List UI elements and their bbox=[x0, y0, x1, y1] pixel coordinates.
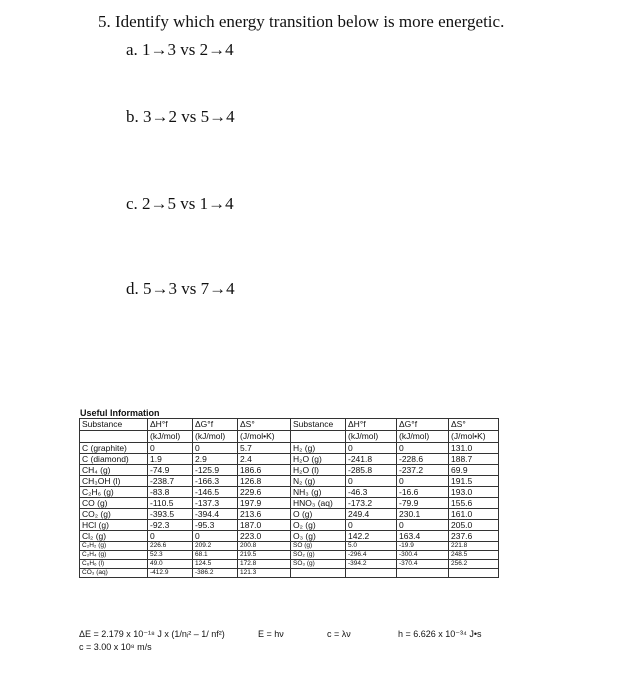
value-cell: 213.6 bbox=[238, 509, 291, 520]
table-row bbox=[80, 560, 499, 569]
value-cell: 68.1 bbox=[193, 551, 238, 560]
value-cell: 0 bbox=[397, 476, 449, 487]
value-cell: -74.9 bbox=[148, 465, 193, 476]
value-cell: -110.5 bbox=[148, 498, 193, 509]
part-text: 3→2 vs 5→4 bbox=[143, 107, 235, 126]
wave-equation: c = λν bbox=[327, 629, 351, 639]
value-cell: 205.0 bbox=[449, 520, 499, 531]
substance-cell: CO (g) bbox=[80, 498, 148, 509]
value-cell: 256.2 bbox=[449, 560, 499, 569]
planck-constant-value: h = 6.626 x 10⁻³⁴ J•s bbox=[398, 629, 482, 639]
substance-cell: SO (g) bbox=[291, 542, 346, 551]
part-label: d. bbox=[126, 279, 139, 298]
value-cell: 0 bbox=[346, 476, 397, 487]
value-cell: -83.8 bbox=[148, 487, 193, 498]
value-cell: 223.0 bbox=[238, 531, 291, 542]
unit-dh: (kJ/mol) bbox=[346, 431, 397, 443]
substance-cell: H₂O (l) bbox=[291, 465, 346, 476]
value-cell: -125.9 bbox=[193, 465, 238, 476]
value-cell: 0 bbox=[346, 443, 397, 454]
value-cell: 2.4 bbox=[238, 454, 291, 465]
question-title: 5. Identify which energy transition below is more energetic. bbox=[98, 12, 505, 31]
value-cell: -237.2 bbox=[397, 465, 449, 476]
substance-cell: HNO₃ (aq) bbox=[291, 498, 346, 509]
substance-cell: C (diamond) bbox=[80, 454, 148, 465]
substance-cell: C₂H₄ (g) bbox=[80, 551, 148, 560]
value-cell: -296.4 bbox=[346, 551, 397, 560]
table-row bbox=[80, 569, 499, 578]
table-row bbox=[80, 443, 499, 454]
value-cell: 226.6 bbox=[148, 542, 193, 551]
value-cell: 142.2 bbox=[346, 531, 397, 542]
value-cell: -412.9 bbox=[148, 569, 193, 578]
substance-cell: N₂ (g) bbox=[291, 476, 346, 487]
value-cell: 0 bbox=[148, 443, 193, 454]
value-cell: 248.5 bbox=[449, 551, 499, 560]
header-s: ΔS° bbox=[238, 419, 291, 431]
value-cell: -228.6 bbox=[397, 454, 449, 465]
value-cell: 0 bbox=[346, 520, 397, 531]
table-row bbox=[80, 542, 499, 551]
substance-cell: O (g) bbox=[291, 509, 346, 520]
value-cell: -92.3 bbox=[148, 520, 193, 531]
header-dg: ΔG°f bbox=[397, 419, 449, 431]
value-cell: -19.9 bbox=[397, 542, 449, 551]
value-cell: 186.6 bbox=[238, 465, 291, 476]
value-cell: 230.1 bbox=[397, 509, 449, 520]
value-cell: 188.7 bbox=[449, 454, 499, 465]
header-substance: Substance bbox=[80, 419, 148, 431]
speed-of-light-value: c = 3.00 x 10⁸ m/s bbox=[79, 642, 152, 652]
substance-cell: CH₃OH (l) bbox=[80, 476, 148, 487]
substance-cell: SO₃ (g) bbox=[291, 560, 346, 569]
value-cell: 5.0 bbox=[346, 542, 397, 551]
substance-cell: C₂H₆ (g) bbox=[80, 487, 148, 498]
table-row bbox=[80, 520, 499, 531]
table-row bbox=[80, 531, 499, 542]
header-blank bbox=[80, 431, 148, 443]
value-cell: 172.8 bbox=[238, 560, 291, 569]
units-row bbox=[80, 431, 499, 443]
substance-cell: O₂ (g) bbox=[291, 520, 346, 531]
header-s: ΔS° bbox=[449, 419, 499, 431]
unit-s: (J/mol•K) bbox=[449, 431, 499, 443]
value-cell: -95.3 bbox=[193, 520, 238, 531]
question-part-d bbox=[126, 279, 235, 299]
part-text: 2→5 vs 1→4 bbox=[142, 194, 234, 213]
header-row bbox=[80, 419, 499, 431]
value-cell: -16.6 bbox=[397, 487, 449, 498]
header-dh: ΔH°f bbox=[148, 419, 193, 431]
value-cell: 237.6 bbox=[449, 531, 499, 542]
value-cell: 187.0 bbox=[238, 520, 291, 531]
unit-dg: (kJ/mol) bbox=[193, 431, 238, 443]
unit-dg: (kJ/mol) bbox=[397, 431, 449, 443]
substance-cell: CO₂ (g) bbox=[80, 509, 148, 520]
header-dh: ΔH°f bbox=[346, 419, 397, 431]
energy-equation: E = hν bbox=[258, 629, 284, 639]
value-cell: 0 bbox=[193, 531, 238, 542]
value-cell: 52.3 bbox=[148, 551, 193, 560]
value-cell: -393.5 bbox=[148, 509, 193, 520]
value-cell bbox=[346, 569, 397, 578]
unit-s: (J/mol•K) bbox=[238, 431, 291, 443]
value-cell: 219.5 bbox=[238, 551, 291, 560]
substance-cell: CO₃ (aq) bbox=[80, 569, 148, 578]
value-cell: 200.8 bbox=[238, 542, 291, 551]
value-cell: 161.0 bbox=[449, 509, 499, 520]
part-text: 1→3 vs 2→4 bbox=[142, 40, 234, 59]
value-cell: 0 bbox=[397, 520, 449, 531]
value-cell: 124.5 bbox=[193, 560, 238, 569]
value-cell: 193.0 bbox=[449, 487, 499, 498]
substance-cell: C₂H₂ (g) bbox=[80, 542, 148, 551]
value-cell: 209.2 bbox=[193, 542, 238, 551]
substance-cell: C (graphite) bbox=[80, 443, 148, 454]
delta-e-equation: ΔE = 2.179 x 10⁻¹⁸ J x (1/nᵢ² – 1/ nf²) bbox=[79, 629, 225, 639]
value-cell: -394.4 bbox=[193, 509, 238, 520]
value-cell: 221.8 bbox=[449, 542, 499, 551]
thermo-data-table bbox=[79, 418, 499, 578]
header-blank bbox=[291, 431, 346, 443]
value-cell: 49.0 bbox=[148, 560, 193, 569]
value-cell: 5.7 bbox=[238, 443, 291, 454]
substance-cell: H₂ (g) bbox=[291, 443, 346, 454]
substance-cell: C₆H₆ (l) bbox=[80, 560, 148, 569]
value-cell: 1.9 bbox=[148, 454, 193, 465]
value-cell: 121.3 bbox=[238, 569, 291, 578]
value-cell bbox=[397, 569, 449, 578]
value-cell: -173.2 bbox=[346, 498, 397, 509]
value-cell: 131.0 bbox=[449, 443, 499, 454]
substance-cell: H₂O (g) bbox=[291, 454, 346, 465]
table-row bbox=[80, 465, 499, 476]
part-label: b. bbox=[126, 107, 139, 126]
value-cell: 0 bbox=[397, 443, 449, 454]
value-cell: -370.4 bbox=[397, 560, 449, 569]
value-cell: -300.4 bbox=[397, 551, 449, 560]
table-row bbox=[80, 476, 499, 487]
value-cell: -79.9 bbox=[397, 498, 449, 509]
value-cell: 191.5 bbox=[449, 476, 499, 487]
value-cell: -241.8 bbox=[346, 454, 397, 465]
value-cell: 126.8 bbox=[238, 476, 291, 487]
table-row bbox=[80, 509, 499, 520]
header-substance: Substance bbox=[291, 419, 346, 431]
part-label: a. bbox=[126, 40, 138, 59]
value-cell: -238.7 bbox=[148, 476, 193, 487]
value-cell bbox=[449, 569, 499, 578]
value-cell: 197.9 bbox=[238, 498, 291, 509]
value-cell: 2.9 bbox=[193, 454, 238, 465]
value-cell: 155.6 bbox=[449, 498, 499, 509]
unit-dh: (kJ/mol) bbox=[148, 431, 193, 443]
table-row bbox=[80, 454, 499, 465]
substance-cell: O₃ (g) bbox=[291, 531, 346, 542]
value-cell: 0 bbox=[148, 531, 193, 542]
value-cell: 0 bbox=[193, 443, 238, 454]
question-part-a bbox=[126, 40, 234, 60]
part-text: 5→3 vs 7→4 bbox=[143, 279, 235, 298]
value-cell: -285.8 bbox=[346, 465, 397, 476]
value-cell: 69.9 bbox=[449, 465, 499, 476]
value-cell: -146.5 bbox=[193, 487, 238, 498]
substance-cell bbox=[291, 569, 346, 578]
part-label: c. bbox=[126, 194, 138, 213]
substance-cell: CH₄ (g) bbox=[80, 465, 148, 476]
value-cell: -394.2 bbox=[346, 560, 397, 569]
table-row bbox=[80, 487, 499, 498]
question-part-c bbox=[126, 194, 234, 214]
useful-information-heading: Useful Information bbox=[80, 408, 160, 418]
value-cell: 249.4 bbox=[346, 509, 397, 520]
substance-cell: NH₃ (g) bbox=[291, 487, 346, 498]
header-dg: ΔG°f bbox=[193, 419, 238, 431]
question-part-b bbox=[126, 107, 235, 127]
value-cell: -137.3 bbox=[193, 498, 238, 509]
table-row bbox=[80, 498, 499, 509]
value-cell: -46.3 bbox=[346, 487, 397, 498]
substance-cell: Cl₂ (g) bbox=[80, 531, 148, 542]
table-row bbox=[80, 551, 499, 560]
value-cell: 229.6 bbox=[238, 487, 291, 498]
substance-cell: SO₂ (g) bbox=[291, 551, 346, 560]
value-cell: 163.4 bbox=[397, 531, 449, 542]
substance-cell: HCl (g) bbox=[80, 520, 148, 531]
value-cell: -166.3 bbox=[193, 476, 238, 487]
value-cell: -386.2 bbox=[193, 569, 238, 578]
